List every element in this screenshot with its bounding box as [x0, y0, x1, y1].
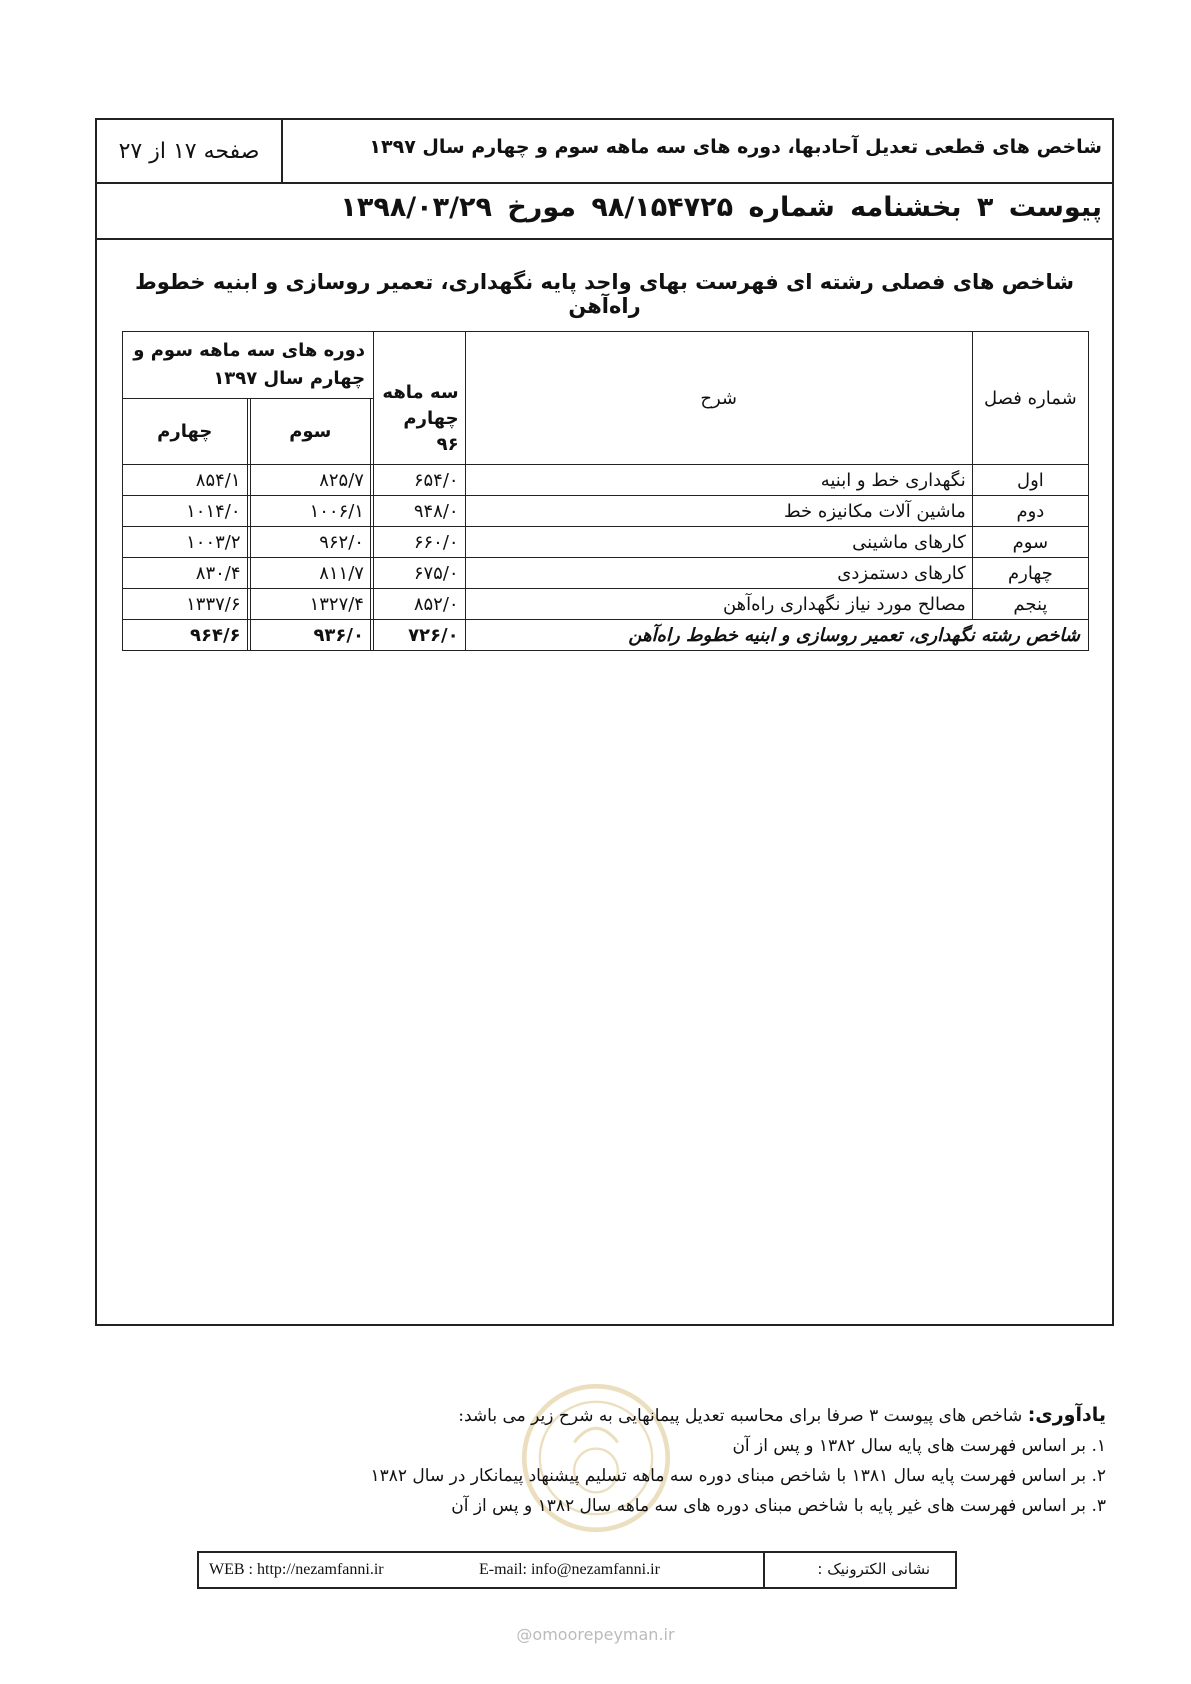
cell-description — [465, 465, 972, 496]
cell-q4 — [123, 527, 248, 558]
cell-q4-value: ۸۵۴/۱ — [195, 469, 241, 491]
circular-reference: پیوست ۳ بخشنامه شماره ۹۸/۱۵۴۷۲۵ مورخ ۱۳۹۸/۰۳/۲۹ — [340, 192, 1102, 223]
cell-total-q3-value: ۹۳۶/۰ — [313, 624, 364, 646]
cell-q3-value: ۸۲۵/۷ — [319, 469, 364, 491]
cell-chapter — [972, 465, 1088, 496]
cell-chapter — [972, 527, 1088, 558]
column-gap — [247, 589, 250, 620]
cell-q4 — [123, 496, 248, 527]
watermark-text: @omoorepeyman.ir — [516, 1625, 675, 1644]
column-gap — [247, 527, 250, 558]
cell-q3 — [250, 527, 370, 558]
cell-q3 — [250, 589, 370, 620]
table-row — [123, 465, 1089, 496]
notes-item: ۱. بر اساس فهرست های پایه سال ۱۳۸۲ و پس از آن — [732, 1436, 1106, 1456]
page-number-label: صفحه ۱۷ از ۲۷ — [118, 138, 260, 164]
cell-q4-96-value: ۶۷۵/۰ — [413, 562, 459, 584]
cell-q4 — [123, 558, 248, 589]
header-row — [97, 120, 1112, 184]
website-link[interactable]: WEB : http://nezamfanni.ir — [209, 1561, 384, 1578]
contact-label: نشانی الکترونیک : — [763, 1553, 955, 1587]
column-gap — [247, 398, 250, 465]
cell-q4-value: ۱۰۰۳/۲ — [186, 531, 241, 553]
header-q3: سوم — [250, 398, 370, 465]
cell-q3-value: ۸۱۱/۷ — [319, 562, 364, 584]
cell-q4-96-value: ۶۶۰/۰ — [413, 531, 459, 553]
index-table — [122, 331, 1089, 651]
document-title: شاخص های قطعی تعدیل آحادبها، دوره های سه ماهه سوم و چهارم سال ۱۳۹۷ — [369, 136, 1102, 158]
contact-footer — [197, 1551, 957, 1589]
cell-q4 — [123, 589, 248, 620]
notes-intro-line — [206, 1400, 1106, 1431]
cell-chapter-value: سوم — [1012, 531, 1049, 553]
cell-q4-value: ۸۳۰/۴ — [195, 562, 241, 584]
cell-q4-96-value: ۶۵۴/۰ — [413, 469, 459, 491]
header-period-group: دوره های سه ماهه سوم و چهارم سال ۱۳۹۷ — [123, 332, 374, 399]
cell-description — [465, 496, 972, 527]
header-description: شرح — [465, 332, 972, 465]
column-gap — [247, 620, 250, 651]
column-gap — [247, 496, 250, 527]
column-gap — [370, 527, 373, 558]
cell-q4-96 — [374, 558, 466, 589]
table-row — [123, 589, 1089, 620]
header-chapter: شماره فصل — [972, 332, 1088, 465]
cell-total-q4-value: ۹۶۴/۶ — [190, 624, 241, 646]
cell-q4-96 — [374, 589, 466, 620]
cell-description-value: نگهداری خط و ابنیه — [820, 469, 966, 491]
header-q4-96: سه ماهه چهارم ۹۶ — [374, 332, 466, 465]
page-number — [97, 120, 283, 182]
cell-total-q3 — [250, 620, 370, 651]
cell-chapter-value: پنجم — [1013, 593, 1048, 615]
column-gap — [370, 620, 373, 651]
column-gap — [370, 465, 373, 496]
cell-total-q4-96-value: ۷۲۶/۰ — [408, 624, 459, 646]
page-frame — [95, 118, 1114, 1326]
cell-description — [465, 558, 972, 589]
cell-chapter-value: چهارم — [1008, 562, 1053, 584]
column-gap — [247, 558, 250, 589]
cell-chapter — [972, 558, 1088, 589]
cell-total-description-value: شاخص رشته نگهداری، تعمیر روسازی و ابنیه خطوط راه‌آهن — [628, 624, 1080, 646]
column-gap — [247, 465, 250, 496]
circular-row — [97, 182, 1112, 240]
table-total-row — [123, 620, 1089, 651]
table-row — [123, 558, 1089, 589]
cell-chapter — [972, 496, 1088, 527]
cell-chapter-value: دوم — [1016, 500, 1045, 522]
header-q4: چهارم — [123, 398, 248, 465]
column-gap — [370, 558, 373, 589]
notes-label: یادآوری: — [1027, 1404, 1106, 1426]
cell-q4-96 — [374, 496, 466, 527]
cell-q4-96 — [374, 465, 466, 496]
cell-q4-96-value: ۸۵۲/۰ — [413, 593, 459, 615]
cell-q3 — [250, 465, 370, 496]
cell-total-q4-96 — [374, 620, 466, 651]
email-link[interactable]: E-mail: info@nezamfanni.ir — [479, 1561, 660, 1578]
cell-description — [465, 527, 972, 558]
table-title: شاخص های فصلی رشته ای فهرست بهای واحد پایه نگهداری، تعمیر روسازی و ابنیه خطوط راه‌آهن — [134, 270, 1075, 318]
cell-description-value: مصالح مورد نیاز نگهداری راه‌آهن — [722, 593, 966, 615]
column-gap — [370, 496, 373, 527]
cell-q3-value: ۹۶۲/۰ — [319, 531, 364, 553]
cell-q4-value: ۱۰۱۴/۰ — [186, 500, 241, 522]
notes-section — [206, 1400, 1106, 1521]
cell-q4-value: ۱۳۳۷/۶ — [186, 593, 241, 615]
table-row — [123, 496, 1089, 527]
cell-description-value: ماشین آلات مکانیزه خط — [783, 500, 966, 522]
cell-q3-value: ۱۰۰۶/۱ — [309, 500, 364, 522]
table-row — [123, 527, 1089, 558]
cell-chapter-value: اول — [1016, 469, 1044, 491]
column-gap — [370, 398, 373, 465]
cell-chapter — [972, 589, 1088, 620]
cell-description-value: کارهای ماشینی — [852, 531, 966, 553]
cell-description — [465, 589, 972, 620]
cell-total-description — [465, 620, 1088, 651]
notes-item: ۳. بر اساس فهرست های غیر پایه با شاخص مبنای دوره های سه ماهه سال ۱۳۸۲ و پس از آن — [451, 1496, 1106, 1516]
notes-item: ۲. بر اساس فهرست پایه سال ۱۳۸۱ با شاخص مبنای دوره سه ماهه تسلیم پیشنهاد پیمانکار در سال ۱۳۸۲ — [370, 1466, 1106, 1486]
cell-q4-96-value: ۹۴۸/۰ — [413, 500, 459, 522]
cell-q3-value: ۱۳۲۷/۴ — [309, 593, 364, 615]
cell-q3 — [250, 558, 370, 589]
notes-intro: شاخص های پیوست ۳ صرفا برای محاسبه تعدیل پیمانهایی به شرح زیر می باشد: — [458, 1406, 1023, 1426]
cell-q4-96 — [374, 527, 466, 558]
table-header-row — [123, 332, 1089, 399]
cell-description-value: کارهای دستمزدی — [837, 562, 966, 584]
cell-q3 — [250, 496, 370, 527]
cell-q4 — [123, 465, 248, 496]
column-gap — [370, 589, 373, 620]
cell-total-q4 — [123, 620, 248, 651]
